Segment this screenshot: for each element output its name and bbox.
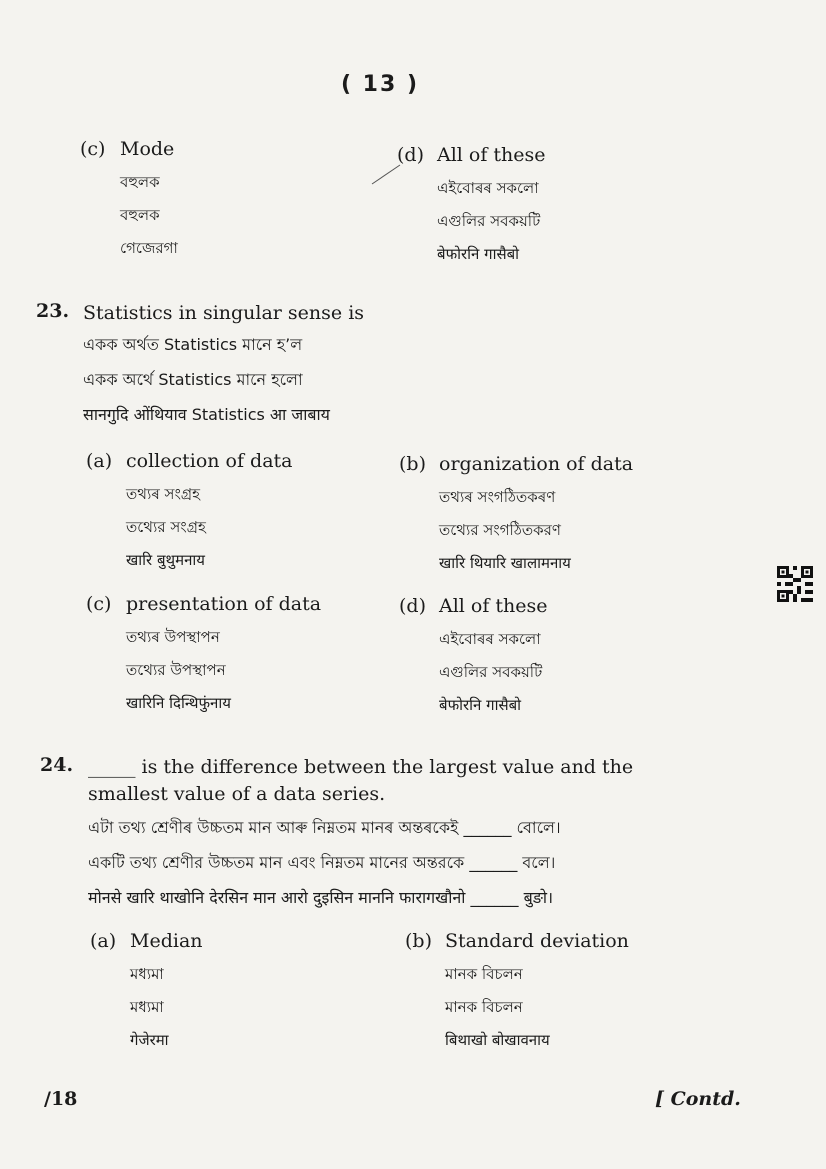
- bengali-translation: মানক বিচলন: [445, 998, 523, 1016]
- q23-option-b: [399, 453, 633, 580]
- bengali-translation: তথ্যের উপস্থাপন: [126, 661, 226, 679]
- bodo-translation: बेफोरनि गासैबो: [439, 696, 522, 714]
- option-label: (b): [399, 453, 426, 475]
- bengali-translation: একক অর্থে Statistics মানে হলো: [83, 370, 303, 389]
- option-text: Standard deviation: [445, 930, 629, 952]
- assamese-translation: তথ্যৰ সংগঠিতকৰণ: [439, 488, 556, 506]
- question-24: [40, 754, 760, 915]
- bodo-translation: खारिनि दिन्थिफुंनाय: [126, 694, 231, 712]
- assamese-translation: তথ্যৰ উপস্থাপন: [126, 628, 220, 646]
- question-text-line-2: smallest value of a data series.: [88, 783, 386, 805]
- assamese-translation: মানক বিচলন: [445, 965, 523, 983]
- option-text: Mode: [120, 138, 175, 160]
- question-text: Statistics in singular sense is: [83, 302, 365, 324]
- assamese-translation: বহুলক: [120, 173, 160, 191]
- bodo-translation: बेफोरनि गासैबो: [437, 245, 520, 263]
- qr-code-icon: [777, 566, 813, 602]
- bengali-translation: তথ্যের সংগঠিতকরণ: [439, 521, 561, 539]
- option-label: (c): [80, 138, 106, 160]
- assamese-translation: মধ্যমা: [130, 965, 164, 983]
- option-text: collection of data: [126, 450, 293, 472]
- question-23: [36, 300, 756, 432]
- bengali-translation: তথ্যের সংগ্রহ: [126, 518, 206, 536]
- bodo-translation: गेजेरमा: [130, 1031, 169, 1049]
- page-number: ( 13 ): [340, 72, 420, 97]
- q24-option-b: [405, 930, 629, 1057]
- bodo-translation: खारि बुथुमनाय: [126, 551, 205, 569]
- option-label: (d): [397, 144, 424, 166]
- assamese-translation: এটা তথ্য শ্ৰেণীৰ উচ্চতম মান আৰু নিম্নতম মানৰ অন্তৰকেই ______ বোলে।: [88, 818, 561, 837]
- q23-option-d: [399, 595, 548, 722]
- bodo-translation: बिथाखो बोखावनाय: [445, 1031, 550, 1049]
- option-text: presentation of data: [126, 593, 322, 615]
- q23-option-a: [86, 450, 293, 577]
- bodo-translation: सानगुदि ओंथियाव Statistics आ जाबाय: [83, 405, 330, 424]
- continued-label: [ Contd.: [655, 1088, 741, 1110]
- assamese-translation: এইবোৰৰ সকলো: [437, 179, 539, 197]
- bengali-translation: বহুলক: [120, 206, 160, 224]
- bengali-translation: এগুলির সবকয়টি: [439, 663, 543, 681]
- question-text-line-1: _____ is the difference between the largest value and the: [88, 756, 634, 778]
- bodo-translation: मोनसे खारि थाखोनि देरसिन मान आरो दुइसिन माननि फारागखौनो ______ बुङो।: [88, 888, 554, 907]
- q24-option-a: [90, 930, 203, 1057]
- assamese-translation: এইবোৰৰ সকলো: [439, 630, 541, 648]
- option-label: (c): [86, 593, 112, 615]
- option-label: (a): [86, 450, 113, 472]
- option-label: (b): [405, 930, 432, 952]
- assamese-translation: তথ্যৰ সংগ্ৰহ: [126, 485, 201, 503]
- bengali-translation: মধ্যমা: [130, 998, 164, 1016]
- bodo-translation: खारि थियारि खालामनाय: [439, 554, 571, 572]
- option-label: (d): [399, 595, 426, 617]
- option-text: All of these: [439, 595, 548, 617]
- question-number: 24.: [40, 754, 74, 776]
- option-text: organization of data: [439, 453, 634, 475]
- bengali-translation: এগুলির সবকয়টি: [437, 212, 541, 230]
- option-text: All of these: [437, 144, 546, 166]
- option-d-all: [397, 144, 546, 271]
- booklet-code: /18: [44, 1088, 78, 1110]
- option-c-mode: [80, 138, 178, 265]
- option-label: (a): [90, 930, 117, 952]
- option-text: Median: [130, 930, 203, 952]
- bodo-translation: গেজেরগা: [120, 239, 178, 257]
- question-number: 23.: [36, 300, 70, 322]
- bengali-translation: একটি তথ্য শ্রেণীর উচ্চতম মান এবং নিম্নতম মানের অন্তরকে ______ বলে।: [88, 853, 556, 872]
- q23-option-c: [86, 593, 321, 720]
- assamese-translation: একক অৰ্থত Statistics মানে হ’ল: [83, 335, 303, 354]
